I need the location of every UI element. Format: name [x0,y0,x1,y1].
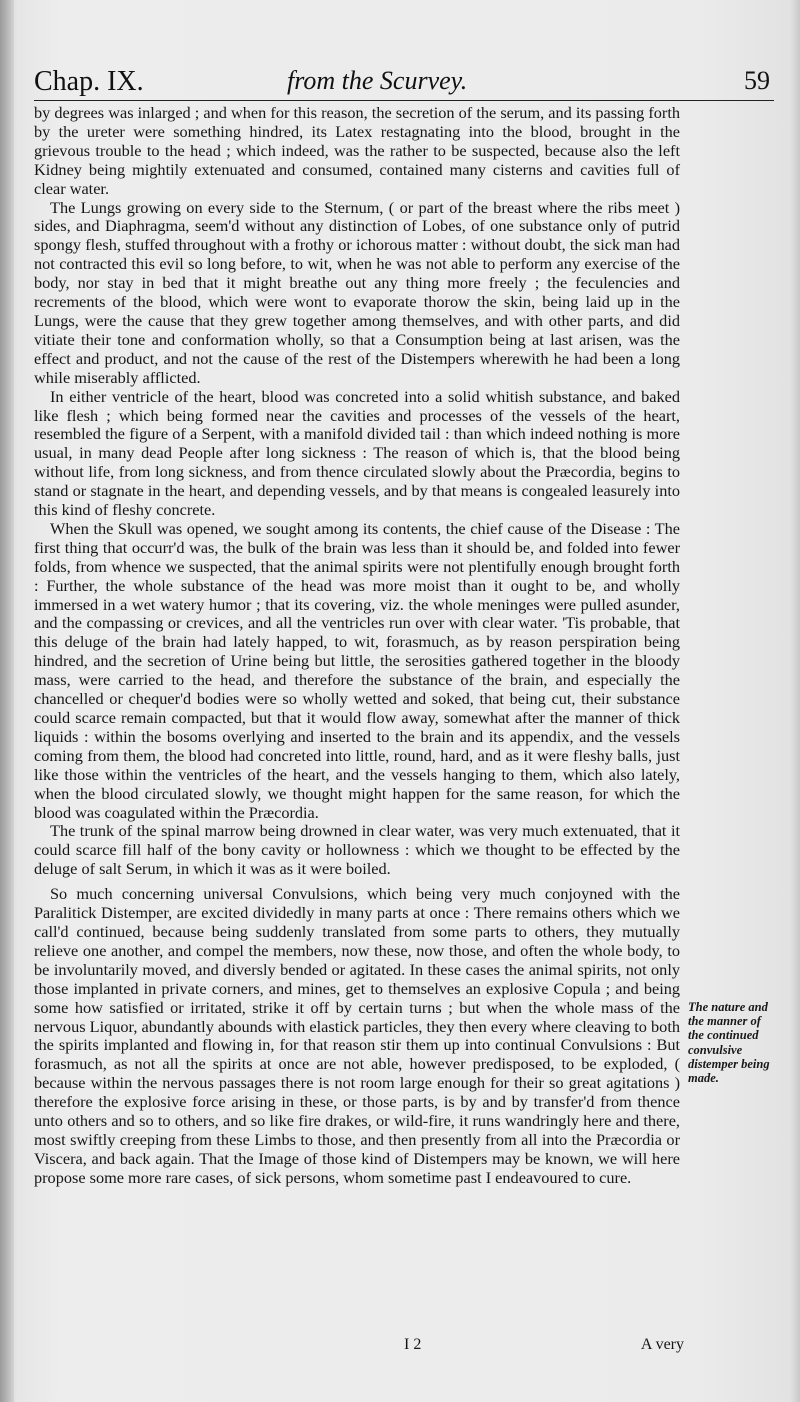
signature-mark: I 2 [404,1336,422,1353]
chapter-label: Chap. IX. [34,66,144,97]
running-title: from the Scurvey. [287,66,468,95]
main-text [34,104,680,1188]
paragraph-kidney: by degrees was inlarged ; and when for this reason, the secretion of the serum, and its passing forth by the ureter were something hindred, its Latex restagnating into the blood, brought in the grievous trouble to the head ; which indeed, was the rather to be suspected, because also the left Kidney being mightily extenuated and consumed, contained many cisterns and cavities full of clear water. [34,103,680,198]
page-gutter-shadow [0,0,14,1402]
page-footer [34,1336,684,1360]
paragraph-heart: In either ventricle of the heart, blood was concreted into a solid whitish substance, and baked like flesh ; which being formed near the cavities and processes of the vessels of the heart, resembled the figure of a Serpent, with a manifold divided tail : than which indeed nothing is more usual, in many dead People after long sickness : The reason of which is, that the blood being without life, from long sickness, and from thence circulated slowly about the Præcordia, begins to stand or stagnate in the heart, and depending vessels, and by that means is congealed leasurely into this kind of fleshy concrete. [34,386,680,520]
paragraph-convulsions: So much concerning universal Convulsions, which being very much conjoyned with the Paralitick Distemper, are excited dividedly in many parts at once : There remains others which we call'd continued, because being suddenly translated from some parts to others, they mutually relieve one another, and compel the members, now these, now those, and often the whole body, to be involuntarily moved, and diversly bended or agitated. In these cases the animal spirits, not only those implanted in private corners, and mines, get to themselves an explosive Copula ; and being some how satisfied or irritated, strike it off by certain turns ; but when the whole mass of the nervous Liquor, abundantly abounds with elastick particles, they then every where cleaving to both the spirits implanted and flowing in, for that reason stir them up into continual Convulsions : But forasmuch, as not all the spirits at once are not able, however predisposed, to be exploded, ( because within the nervous passages there is not room large enough for their so great agitations ) therefore the explosive force arising in these, or those parts, is by and by transfer'd from thence unto others and so to others, and so like fire drakes, or wild-fire, it runs wandringly here and there, most swiftly creeping from these Limbs to those, and then presently from all into the Præcordia or Viscera, and back again. That the Image of those kind of Distempers may be known, we will here propose some more rare cases, of sick persons, whom sometime past I endeavoured to cure. [34,884,680,1187]
margin-note: The nature and the manner of the continued convulsive distemper being made. [688,1000,770,1086]
paragraph-skull: When the Skull was opened, we sought among its contents, the chief cause of the Disease : The first thing that occurr'd was, the bulk of the brain was less than it should be, and folded into fewer folds, from whence we suspected, that the animal spirits were not plentifully enough brought forth : Further, the whole substance of the head was more moist than it ought to be, and wholly immersed in a wet watery humor ; that its covering, viz. the whole meninges were pulled asunder, and the compassing or crevices, and all the ventricles run over with clear water. 'Tis probable, that this deluge of the brain had lately happed, to wit, forasmuch, as by reason perspiration being hindred, and the secretion of Urine being but little, the serosities gathered together in the bloody mass, were carried to the head, and therefore the substance of the brain, and especially the chancelled or chequer'd bodies were so wholly wetted and soked, that being cut, their substance could scarce remain compacted, but that it would flow away, somewhat after the manner of thick liquids : within the bosoms overlying and inserted to the brain and its appendix, and the vessels coming from them, the blood had concreted into little, round, hard, and as it were fleshy balls, just like those within the ventricles of the heart, and the vessels hanging to them, which also lately, when the blood circulated slowly, we thought might happen for the same reason, for which the blood was coagulated within the Præcordia. [34,518,680,822]
catchword: A very [640,1336,684,1353]
paragraph-lungs: The Lungs growing on every side to the Sternum, ( or part of the breast where the ribs meet ) sides, and Diaphragma, seem'd without any distinction of Lobes, of one substance only of putrid spongy flesh, stuffed throughout with a frothy or ichorous matter : without doubt, the sick man had not contracted this evil so long before, to wit, when he was not able to perform any exercise of the body, nor stay in bed that it might breathe out any thing more freely ; the feculencies and recrements of the blood, which were wont to evaporate thorow the skin, being laid up in the Lungs, were the cause that they grew together among themselves, and with other parts, and did vitiate their tone and conformation wholly, so that a Consumption being at last arisen, was the effect and product, and not the cause of the rest of the Distempers wherewith he had been a long while miserably afflicted. [34,197,680,387]
page-number: 59 [744,66,770,95]
running-head [34,60,774,101]
paragraph-spinal-marrow: The trunk of the spinal marrow being drowned in clear water, was very much extenuated, that it could scarce fill half of the bony cavity or hollowness : which we thought to be effected by the deluge of salt Serum, in which it was as it were boiled. [34,821,680,879]
